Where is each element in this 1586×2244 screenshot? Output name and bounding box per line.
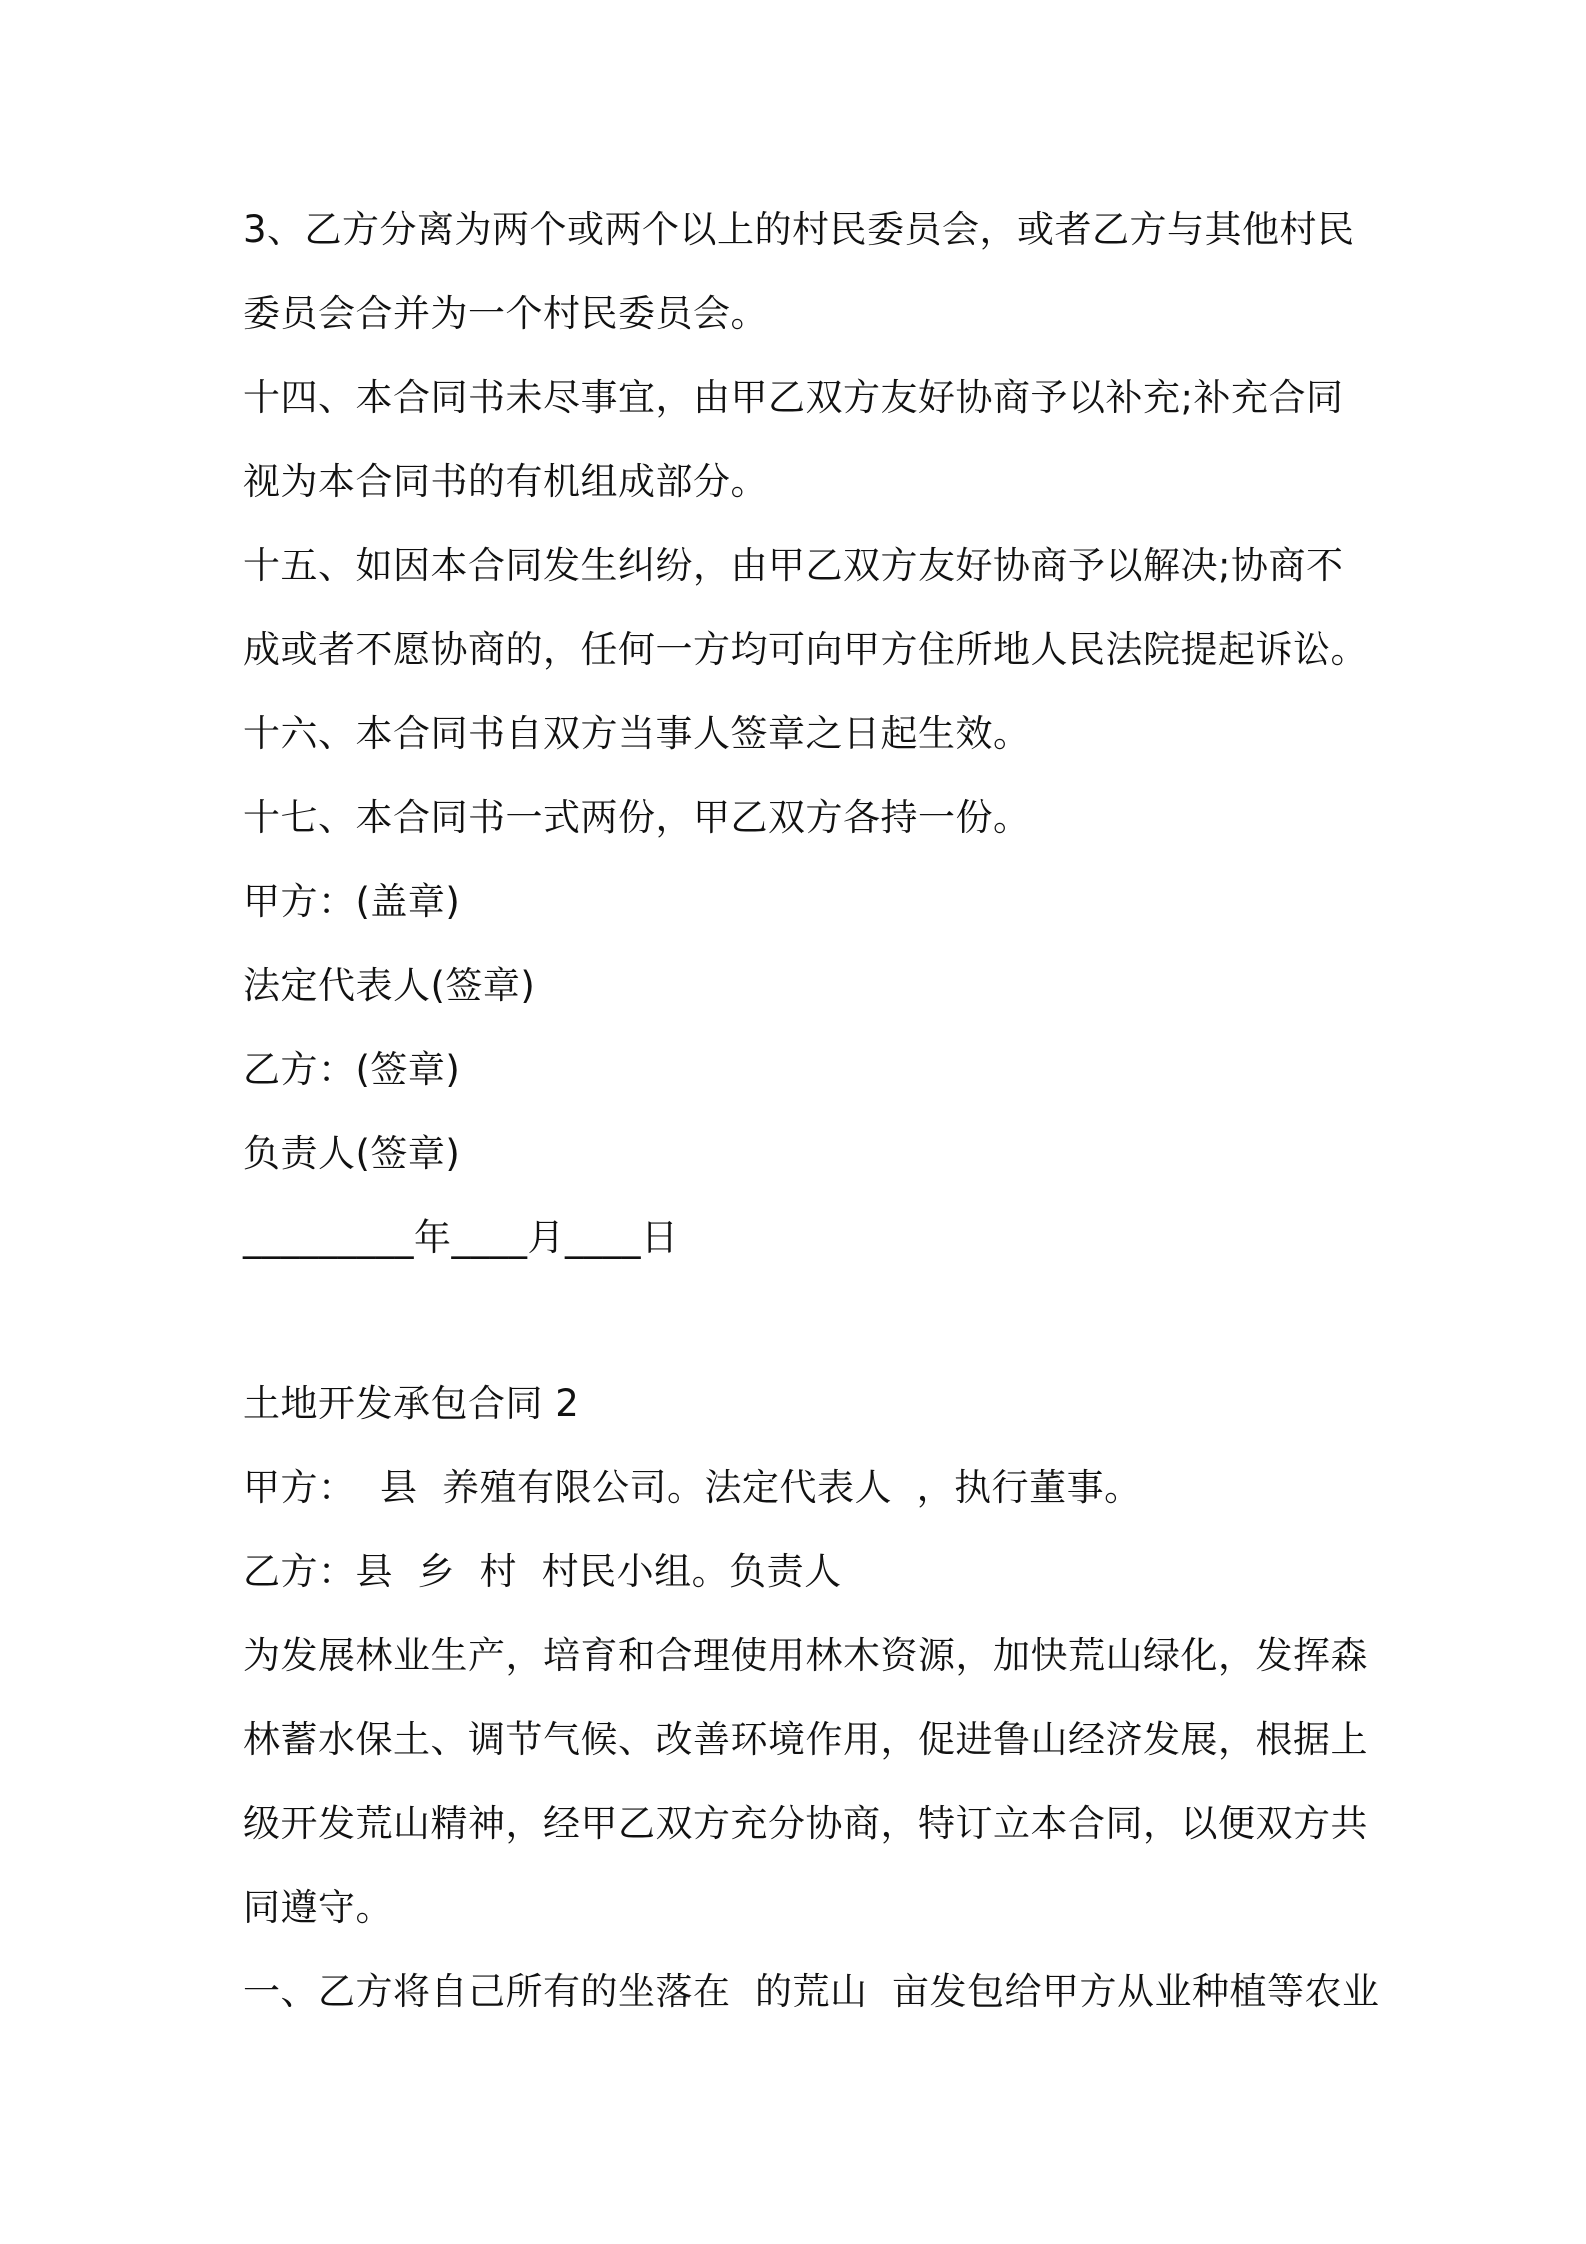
preamble-line-3: 级开发荒山精神，经甲乙双方充分协商，特订立本合同，以便双方共 (243, 1802, 1368, 1845)
clause-16: 十六、本合同书自双方当事人签章之日起生效。 (243, 712, 1031, 755)
preamble-line-4: 同遵守。 (243, 1886, 393, 1929)
contract-2-party-a: 甲方： 县 养殖有限公司。法定代表人 ，执行董事。 (243, 1466, 1142, 1509)
clause-15-line-1: 十五、如因本合同发生纠纷，由甲乙双方友好协商予以解决;协商不 (243, 544, 1344, 587)
party-a-seal: 甲方：(盖章) (243, 880, 461, 923)
clause-3-line-2: 委员会合并为一个村民委员会。 (243, 292, 768, 335)
preamble-line-1: 为发展林业生产，培育和合理使用林木资源，加快荒山绿化，发挥森 (243, 1634, 1368, 1677)
party-b-signature: 乙方：(签章) (243, 1048, 461, 1091)
article-1-line-1: 一、乙方将自己所有的坐落在 的荒山 亩发包给甲方从业种植等农业 (243, 1970, 1380, 2013)
clause-3-line-1: 3、乙方分离为两个或两个以上的村民委员会，或者乙方与其他村民 (243, 208, 1355, 251)
preamble-line-2: 林蓄水保土、调节气候、改善环境作用，促进鲁山经济发展，根据上 (243, 1718, 1368, 1761)
clause-17: 十七、本合同书一式两份，甲乙双方各持一份。 (243, 796, 1031, 839)
contract-2-title: 土地开发承包合同 2 (243, 1382, 580, 1425)
legal-representative-signature: 法定代表人(签章) (243, 964, 536, 1007)
clause-14-line-1: 十四、本合同书未尽事宜，由甲乙双方友好协商予以补充;补充合同 (243, 376, 1344, 419)
date-line: _________年____月____日 (243, 1216, 679, 1259)
clause-14-line-2: 视为本合同书的有机组成部分。 (243, 460, 768, 503)
clause-15-line-2: 成或者不愿协商的，任何一方均可向甲方住所地人民法院提起诉讼。 (243, 628, 1368, 671)
contract-2-party-b: 乙方：县 乡 村 村民小组。负责人 (243, 1550, 842, 1593)
responsible-person-signature: 负责人(签章) (243, 1132, 461, 1175)
